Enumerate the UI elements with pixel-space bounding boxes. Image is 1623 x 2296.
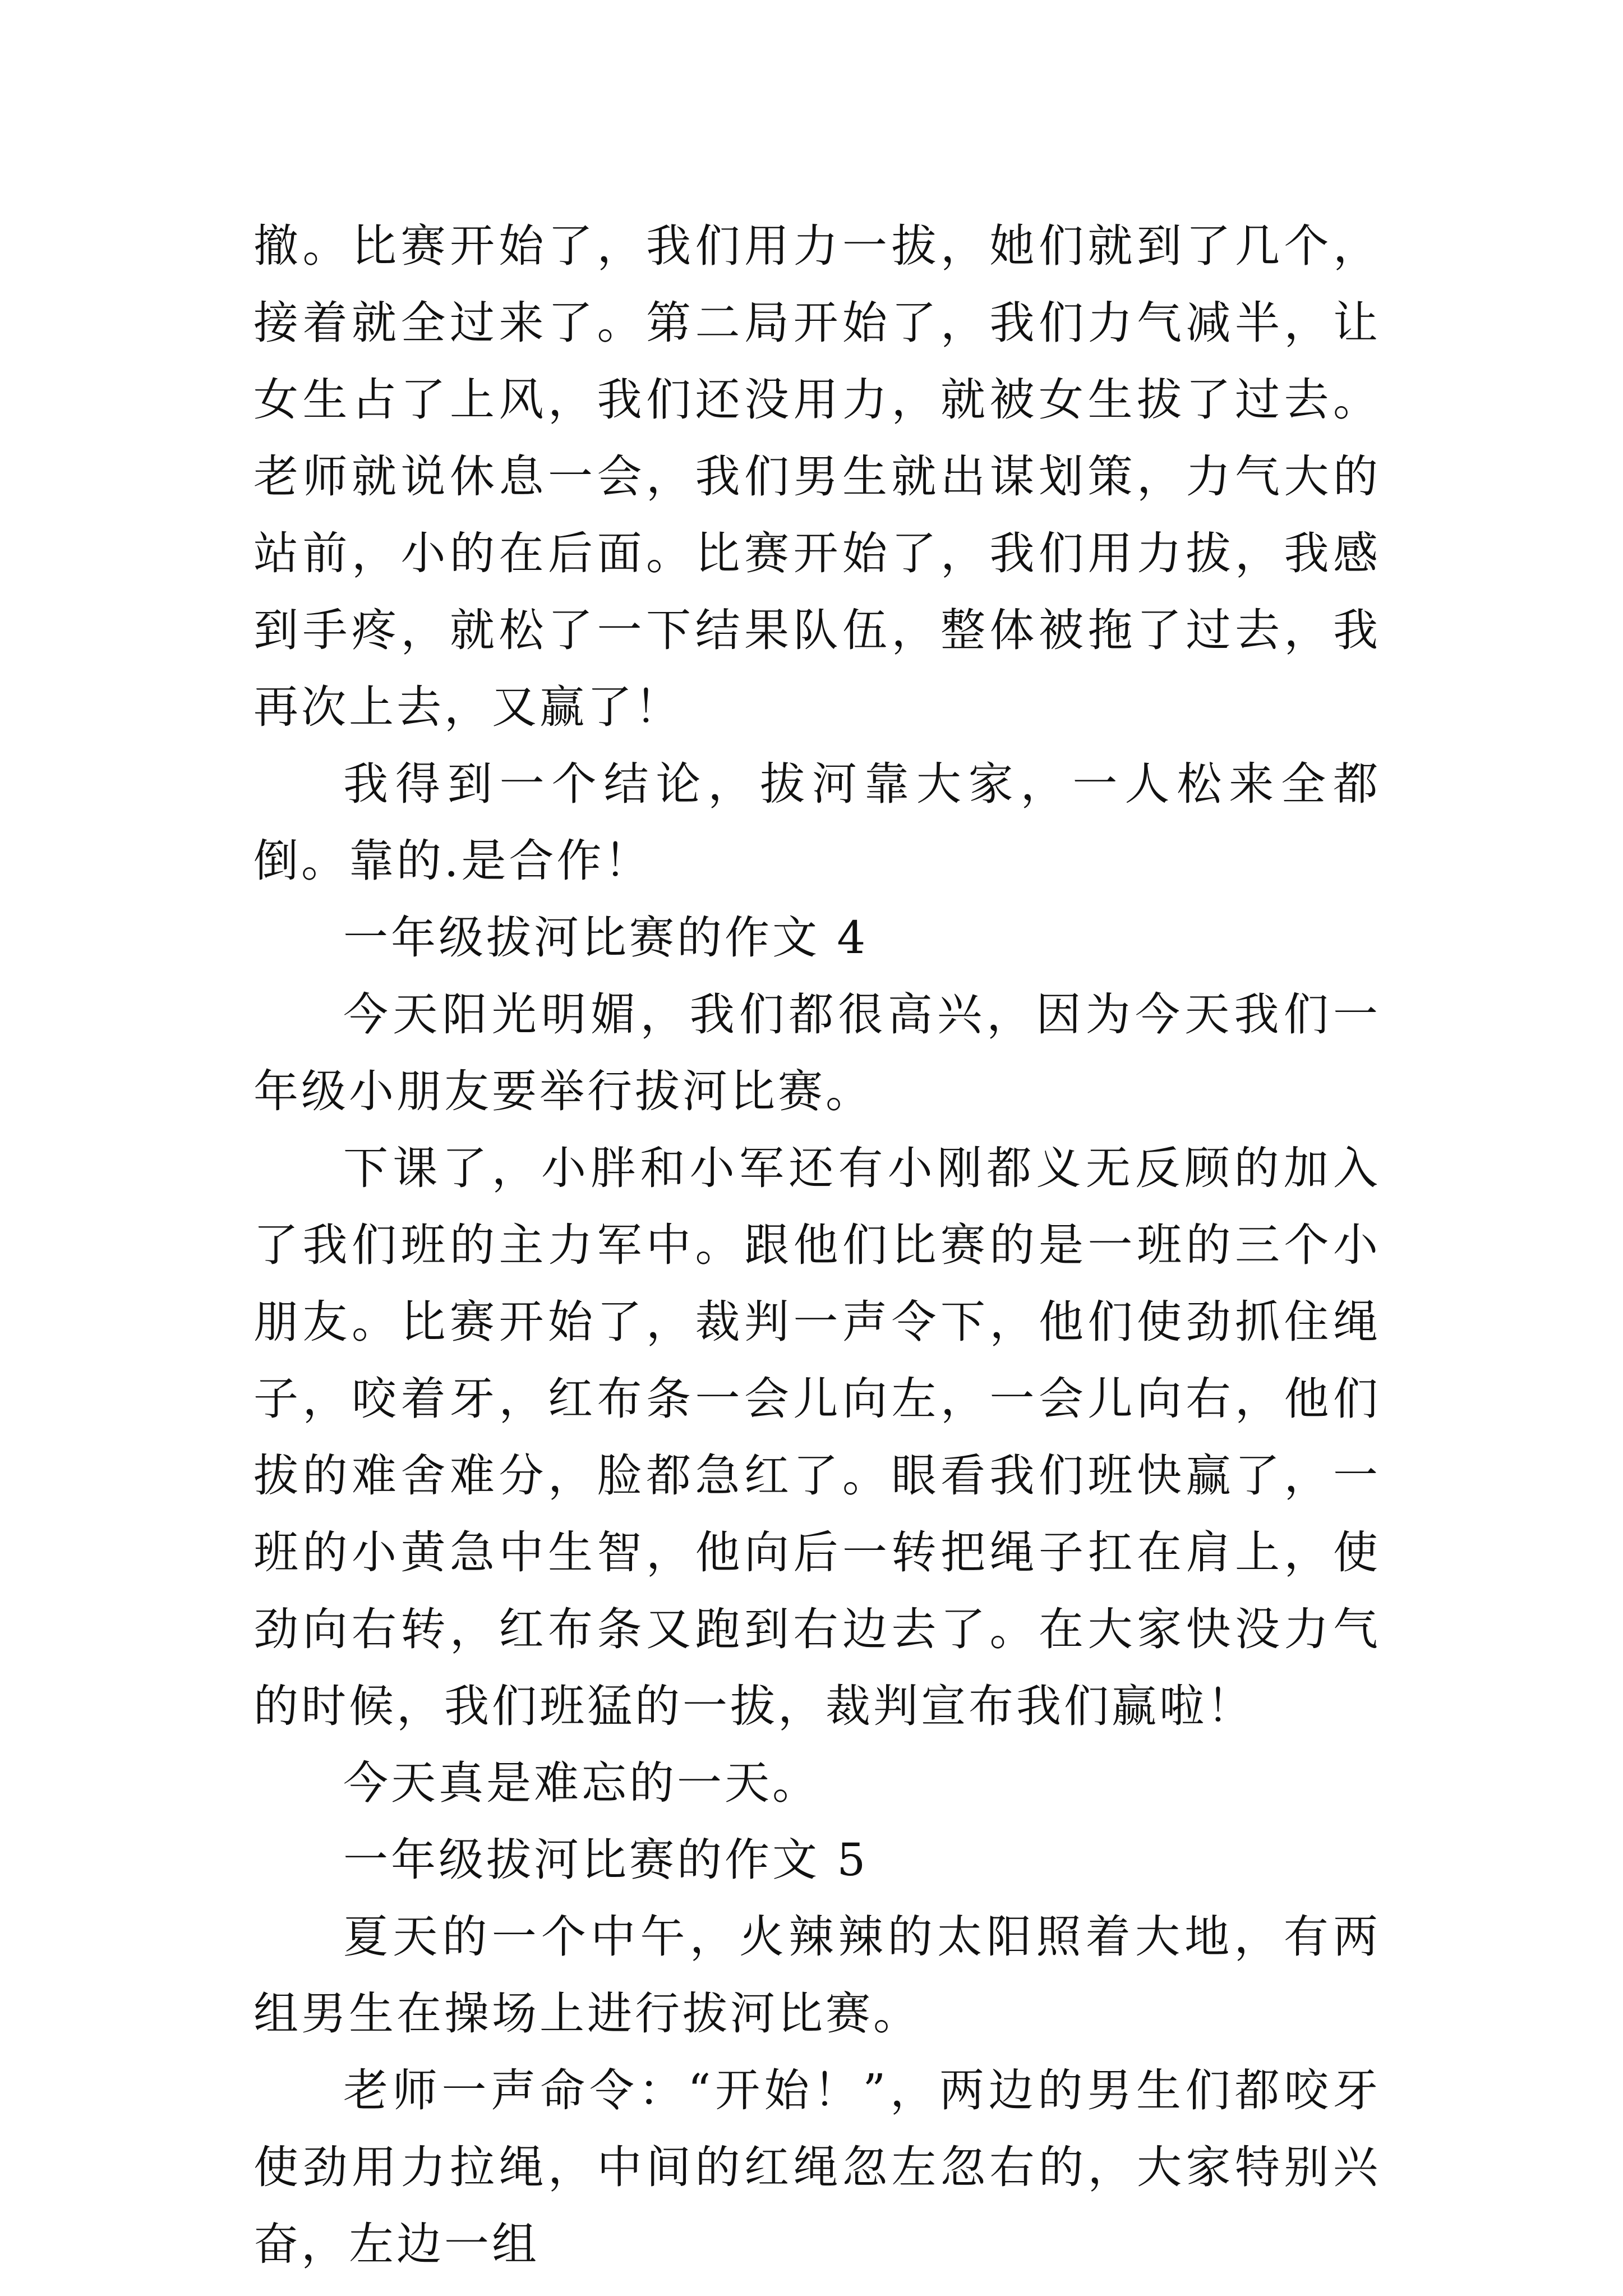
paragraph-essay5-body: 老师一声命令：“开始！”，两边的男生们都咬牙使劲用力拉绳，中间的红绳忽左忽右的，大家特别兴奋，左边一组 — [253, 2064, 1381, 2270]
paragraph-essay4-body: 下课了，小胖和小军还有小刚都义无反顾的加入了我们班的主力军中。跟他们比赛的是一班的三个小朋友。比赛开始了，裁判一声令下，他们使劲抓住绳子，咬着牙，红布条一会儿向左，一会儿向右，他们拔的难舍难分，脸都急红了。眼看我们班快赢了，一班的小黄急中生智，他向后一转把绳子扛在肩上，使劲向右转，红布条又跑到右边去了。在大家快没力气的时候，我们班猛的一拔，裁判宣布我们赢啦！ — [253, 1142, 1381, 1732]
article-body — [253, 208, 1381, 2283]
paragraph-continued: 撤。比赛开始了，我们用力一拔，她们就到了几个，接着就全过来了。第二局开始了，我们力气减半，让女生占了上风，我们还没用力，就被女生拔了过去。老师就说休息一会，我们男生就出谋划策，力气大的站前，小的在后面。比赛开始了，我们用力拔，我感到手疼，就松了一下结果队伍，整体被拖了过去，我再次上去，又赢了！ — [253, 220, 1381, 733]
paragraph-essay5-intro: 夏天的一个中午，火辣辣的太阳照着大地，有两组男生在操场上进行拔河比赛。 — [253, 1911, 1381, 2040]
essay-title-4: 一年级拔河比赛的作文 4 — [343, 912, 869, 964]
essay-title-5: 一年级拔河比赛的作文 5 — [343, 1834, 869, 1886]
paragraph-essay4-ending: 今天真是难忘的一天。 — [343, 1757, 820, 1809]
paragraph-conclusion: 我得到一个结论，拔河靠大家，一人松来全都倒。靠的.是合作！ — [253, 758, 1381, 887]
paragraph-essay4-intro: 今天阳光明媚，我们都很高兴，因为今天我们一年级小朋友要举行拔河比赛。 — [253, 988, 1381, 1117]
